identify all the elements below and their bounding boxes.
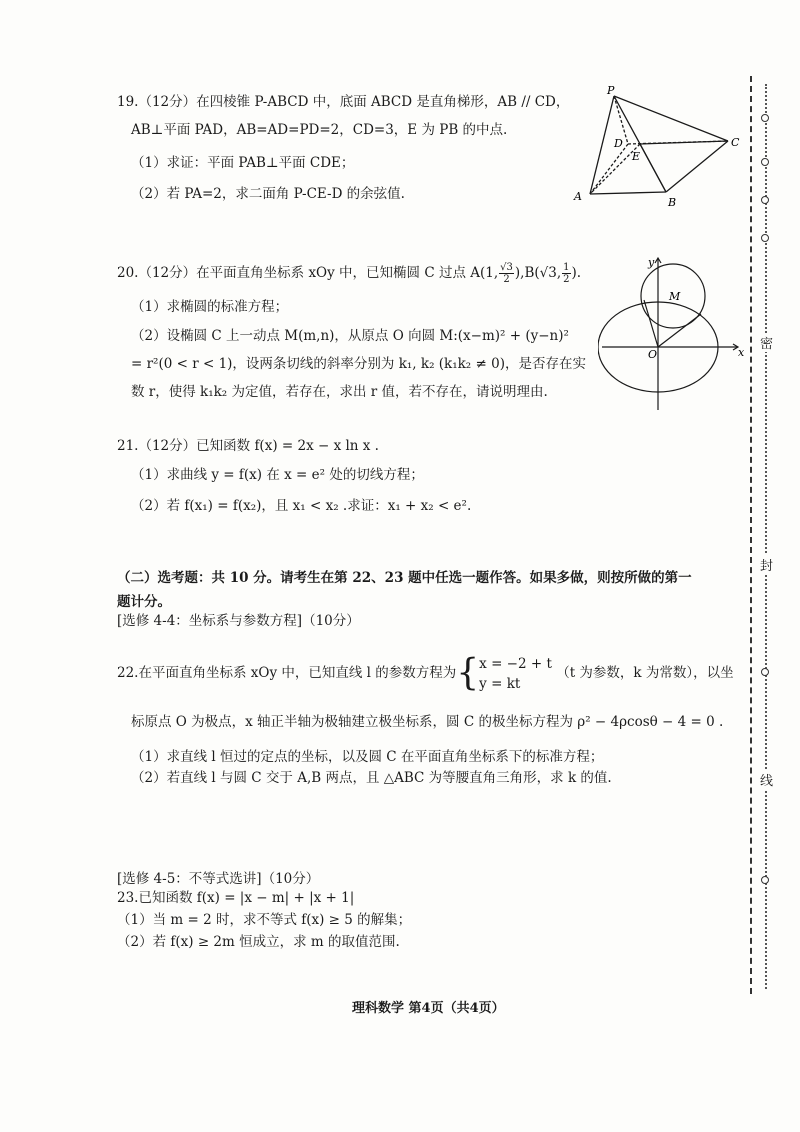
binding-hole-mark: [761, 158, 769, 166]
fig-label-p: P: [607, 84, 615, 97]
fig-label-d: D: [614, 137, 623, 150]
margin-label-feng: 封: [760, 555, 773, 574]
q20-stem-prefix: 20.（12分）在平面直角坐标系 xOy 中，已知椭圆 C 过点: [117, 265, 466, 281]
fig-label-o: O: [648, 348, 658, 361]
fig-label-b: B: [668, 196, 677, 209]
q23-part2: （2）若 f(x) ≥ 2m 恒成立，求 m 的取值范围.: [117, 934, 400, 950]
binding-hole-mark: [761, 234, 769, 242]
ellipse-figure: [598, 250, 748, 430]
margin-label-mi: 密: [760, 333, 773, 352]
q23-part1: （1）当 m = 2 时，求不等式 f(x) ≥ 5 的解集；: [117, 912, 412, 928]
q22-eq1: x = −2 + t: [479, 655, 552, 672]
q20-point-b-frac: [562, 262, 570, 285]
q21-part1: （1）求曲线 y = f(x) 在 x = e² 处的切线方程；: [131, 467, 424, 483]
q22-part1: （1）求直线 l 恒过的定点的坐标，以及圆 C 在平面直角坐标系下的标准方程；: [131, 749, 604, 765]
binding-hole-mark: [761, 114, 769, 122]
q20-part2-line1: （2）设椭圆 C 上一动点 M(m,n)，从原点 O 向圆 M:(x−m)² + (y−n)²: [131, 328, 569, 344]
binding-hole-mark: [761, 876, 769, 884]
q19-part2: （2）若 PA=2，求二面角 P-CE-D 的余弦值.: [131, 186, 405, 202]
fig-label-x: x: [738, 346, 745, 359]
q22-part2: （2）若直线 l 与圆 C 交于 A,B 两点，且 △ABC 为等腰直角三角形，求 k 的值.: [131, 770, 612, 786]
q20-point-a-num: √3: [500, 262, 513, 273]
fig-label-m: M: [669, 290, 681, 303]
section2-heading-line1: （二）选考题：共 10 分。请考生在第 22、23 题中任选一题作答。如果多做，则按所做的第一: [117, 570, 692, 586]
q22-param-system: [479, 654, 552, 694]
q20-point-b-den: 2: [563, 274, 570, 285]
q22-eq2: y = kt: [479, 675, 521, 692]
page-footer: 理科数学 第4页（共4页）: [352, 1001, 505, 1016]
q19-stem-line2: AB⊥平面 PAD，AB=AD=PD=2，CD=3，E 为 PB 的中点.: [131, 122, 508, 138]
q20-part2-line2: = r²(0 < r < 1)，设两条切线的斜率分别为 k₁, k₂ (k₁k₂ ≠ 0)，是否存在实: [131, 356, 586, 372]
binding-hole-mark: [761, 668, 769, 676]
q19-part1: （1）求证：平面 PAB⊥平面 CDE；: [131, 155, 355, 171]
elective-45-header: [选修 4-5：不等式选讲]（10分）: [117, 871, 320, 887]
fig-label-c: C: [731, 136, 740, 149]
section2-heading-line2: 题计分。: [117, 594, 171, 610]
q22-stem-suffix: （t 为参数，k 为常数），以坐: [556, 665, 734, 681]
q20-part1: （1）求椭圆的标准方程；: [131, 299, 289, 315]
elective-44-header: [选修 4-4：坐标系与参数方程]（10分）: [117, 613, 360, 629]
q21-stem: 21.（12分）已知函数 f(x) = 2x − x ln x .: [117, 438, 379, 454]
q20-point-b-prefix: ),B(√3,: [514, 265, 562, 281]
binding-dotted-line: [765, 84, 767, 989]
fig-label-y: y: [648, 256, 655, 269]
q22-stem-line2: 标原点 O 为极点，x 轴正半轴为极轴建立极坐标系，圆 C 的极坐标方程为 ρ² − 4ρcosθ − 4 = 0 .: [131, 714, 724, 730]
binding-hole-mark: [761, 196, 769, 204]
binding-cut-line: [750, 76, 752, 994]
q20-part2-line3: 数 r，使得 k₁k₂ 为定值，若存在，求出 r 值，若不存在，请说明理由.: [131, 384, 548, 400]
pyramid-figure: [570, 80, 750, 215]
q22-stem-line1: [117, 653, 734, 694]
q20-point-b-suffix: ).: [571, 265, 582, 281]
q22-brace: {: [456, 652, 480, 694]
q23-stem: 23.已知函数 f(x) = |x − m| + |x + 1|: [117, 890, 355, 906]
q19-stem-line1: 19.（12分）在四棱锥 P-ABCD 中，底面 ABCD 是直角梯形，AB // CD，: [117, 94, 570, 110]
q20-point-a-frac: [499, 262, 514, 285]
q20-stem: [117, 262, 581, 285]
q21-part2: （2）若 f(x₁) = f(x₂)，且 x₁ < x₂ .求证：x₁ + x₂ < e².: [131, 498, 472, 514]
fig-label-a: A: [574, 190, 582, 203]
q20-point-a-den: 2: [503, 274, 510, 285]
q22-stem-prefix: 22.在平面直角坐标系 xOy 中，已知直线 l 的参数方程为: [117, 665, 457, 681]
q20-point-a-prefix: A(1,: [470, 265, 499, 281]
fig-label-e: E: [632, 150, 641, 163]
q20-point-b-num: 1: [563, 262, 570, 273]
margin-label-xian: 线: [760, 770, 773, 789]
